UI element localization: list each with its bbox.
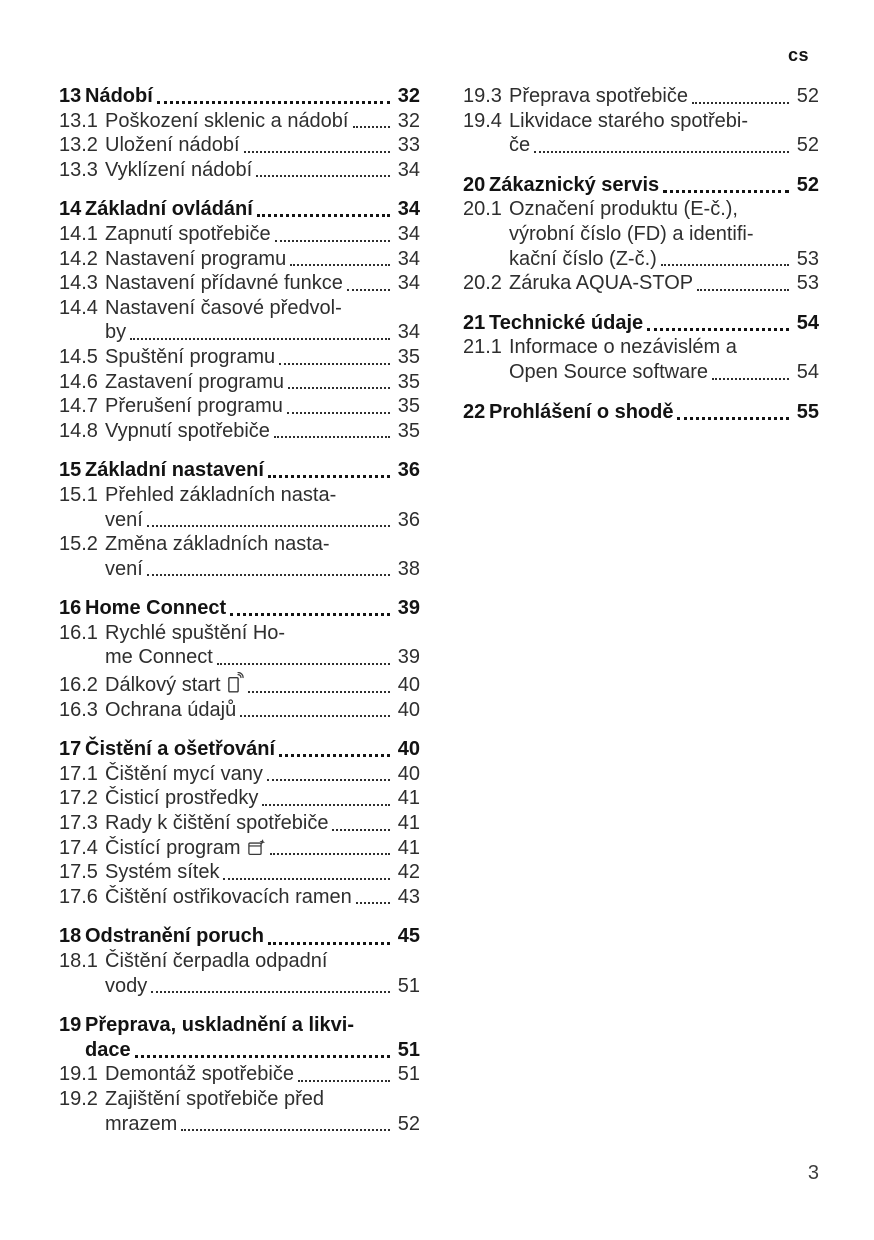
- entry-number: 17.4: [59, 836, 98, 859]
- page-ref: 34: [397, 247, 420, 270]
- toc-entry-row: [59, 949, 420, 974]
- dot-leader: [274, 436, 390, 438]
- toc-section: [59, 1013, 420, 1136]
- toc-entry-row: [59, 345, 420, 370]
- dot-leader: [275, 240, 390, 242]
- page-ref: 51: [397, 974, 420, 997]
- page-ref: 52: [796, 134, 819, 157]
- page-ref: 45: [397, 925, 420, 948]
- section-title: dace: [85, 1038, 131, 1061]
- page-ref: 32: [397, 109, 420, 132]
- page-ref: 41: [397, 836, 420, 859]
- page-ref: 51: [397, 1038, 420, 1061]
- dot-leader: [147, 574, 390, 576]
- entry-number: 17.3: [59, 812, 98, 835]
- page-ref: 39: [397, 597, 420, 620]
- dot-leader: [267, 779, 390, 781]
- entry-number: 14.4: [59, 296, 98, 319]
- page-ref: 34: [397, 158, 420, 181]
- dot-leader: [181, 1129, 390, 1131]
- entry-number: 13.3: [59, 158, 98, 181]
- page-ref: 43: [397, 885, 420, 908]
- entry-number: 17.5: [59, 861, 98, 884]
- dot-leader: [279, 363, 390, 365]
- page-ref: 41: [397, 787, 420, 810]
- dot-leader: [130, 338, 390, 340]
- page-ref: 42: [397, 861, 420, 884]
- entry-title: Ochrana údajů: [105, 698, 237, 721]
- toc-entry-row: [59, 885, 420, 910]
- dot-leader: [353, 126, 391, 128]
- toc-entry-row: [59, 811, 420, 836]
- section-title: Prohlášení o shodě: [489, 400, 674, 423]
- entry-title: Zastavení programu: [105, 370, 284, 393]
- entry-number: 14.6: [59, 370, 98, 393]
- page-ref: 54: [796, 311, 819, 334]
- section-number: 17: [59, 738, 82, 761]
- dot-leader: [244, 151, 390, 153]
- entry-title: Rychlé spuštění Ho-: [105, 621, 286, 644]
- entry-title: Informace o nezávislém a: [509, 336, 737, 359]
- entry-title: Nastavení programu: [105, 247, 287, 270]
- section-title: Přeprava, uskladnění a likvi-: [85, 1014, 355, 1037]
- dot-leader: [298, 1080, 390, 1082]
- entry-title: výrobní číslo (FD) a identifi-: [509, 222, 754, 245]
- toc-section-title-row: [463, 400, 819, 425]
- toc-entry-row: [59, 974, 420, 999]
- page-ref: 35: [397, 370, 420, 393]
- page-ref: 39: [397, 646, 420, 669]
- entry-title: vení: [105, 508, 143, 531]
- dot-leader: [257, 214, 390, 217]
- toc-entry-row: [463, 222, 819, 247]
- dot-leader: [270, 853, 390, 855]
- page-ref: 40: [397, 738, 420, 761]
- entry-title: mrazem: [105, 1112, 178, 1135]
- toc-entry-row: [59, 836, 420, 861]
- toc-entry-row: [59, 1112, 420, 1137]
- entry-number: 17.2: [59, 787, 98, 810]
- dot-leader: [697, 289, 789, 291]
- entry-number: 16.2: [59, 674, 98, 697]
- dot-leader: [262, 804, 390, 806]
- section-number: 14: [59, 198, 82, 221]
- toc-entry-row: [59, 296, 420, 321]
- page-ref: 34: [397, 198, 420, 221]
- entry-title: Změna základních nasta-: [105, 533, 330, 556]
- entry-number: 21.1: [463, 336, 502, 359]
- page-ref: 52: [397, 1112, 420, 1135]
- toc-column-right: [463, 84, 819, 424]
- page-ref: 40: [397, 674, 420, 697]
- page-ref: 53: [796, 272, 819, 295]
- entry-title: Čisticí prostředky: [105, 787, 259, 810]
- section-number: 21: [463, 311, 486, 334]
- toc-entry-row: [59, 762, 420, 787]
- toc-entry-row: [463, 247, 819, 272]
- toc-section-title-row: [59, 737, 420, 762]
- page-ref: 36: [397, 459, 420, 482]
- toc-entry-row: [59, 860, 420, 885]
- toc-entry-row: [59, 158, 420, 183]
- toc-section: [463, 84, 819, 158]
- section-title: Základní nastavení: [85, 459, 264, 482]
- entry-number: 15.2: [59, 533, 98, 556]
- clean-program-icon: [248, 839, 266, 856]
- entry-title: Přerušení programu: [105, 395, 283, 418]
- toc-entry-row: [59, 532, 420, 557]
- page-ref: 33: [397, 134, 420, 157]
- toc-entry-row: [463, 271, 819, 296]
- toc-entry-row: [59, 508, 420, 533]
- dot-leader: [147, 525, 390, 527]
- toc-entry-row: [463, 360, 819, 385]
- page-ref: 55: [796, 400, 819, 423]
- toc-section: [59, 197, 420, 443]
- page-ref: 35: [397, 345, 420, 368]
- entry-title: vení: [105, 557, 143, 580]
- entry-title: Zajištění spotřebiče před: [105, 1087, 325, 1110]
- entry-title: by: [105, 321, 127, 344]
- page-ref: 34: [397, 321, 420, 344]
- entry-number: 15.1: [59, 483, 98, 506]
- page-ref: 52: [796, 173, 819, 196]
- entry-title: Nastavení přídavné funkce: [105, 272, 343, 295]
- entry-title: če: [509, 134, 531, 157]
- entry-title: Systém sítek: [105, 861, 220, 884]
- entry-title: Zapnutí spotřebiče: [105, 222, 271, 245]
- toc-section: [59, 924, 420, 998]
- toc-section-title-row: [59, 1013, 420, 1038]
- toc-section: [59, 737, 420, 909]
- toc-entry-row: [59, 222, 420, 247]
- section-title: Základní ovládání: [85, 198, 253, 221]
- toc-section-title-row: [59, 458, 420, 483]
- toc-entry-row: [59, 394, 420, 419]
- toc-entry-row: [59, 670, 420, 698]
- toc-entry-row: [463, 109, 819, 134]
- toc-entry-row: [59, 483, 420, 508]
- entry-title: Open Source software: [509, 360, 708, 383]
- entry-number: 20.2: [463, 272, 502, 295]
- dot-leader: [268, 475, 390, 478]
- dot-leader: [151, 991, 390, 993]
- toc-section-title-row: [463, 311, 819, 336]
- section-title: Odstranění poruch: [85, 925, 264, 948]
- section-title: Technické údaje: [489, 311, 644, 334]
- dot-leader: [135, 1055, 390, 1058]
- dot-leader: [347, 289, 390, 291]
- entry-title: Spuštění programu: [105, 345, 276, 368]
- toc-entry-row: [463, 84, 819, 109]
- entry-title: Čištění ostřikovacích ramen: [105, 885, 352, 908]
- entry-title: Čistící program: [105, 836, 241, 859]
- section-number: 20: [463, 173, 486, 196]
- entry-number: 14.8: [59, 419, 98, 442]
- toc-section-title-row: [59, 924, 420, 949]
- toc-entry-row: [463, 133, 819, 158]
- page-ref: 40: [397, 698, 420, 721]
- toc-section-title-row: [59, 1038, 420, 1063]
- toc-section: [463, 311, 819, 385]
- toc-section-title-row: [59, 197, 420, 222]
- entry-number: 19.2: [59, 1087, 98, 1110]
- toc-entry-row: [59, 786, 420, 811]
- entry-number: 18.1: [59, 950, 98, 972]
- toc-column-left: [59, 84, 420, 1136]
- section-number: 16: [59, 597, 82, 620]
- dot-leader: [230, 613, 390, 616]
- section-number: 15: [59, 459, 82, 482]
- dot-leader: [290, 264, 390, 266]
- entry-title: Čištění čerpadla odpadní: [105, 950, 328, 972]
- entry-title: Přehled základních nasta-: [105, 483, 337, 506]
- dot-leader: [534, 151, 789, 153]
- toc-section: [463, 173, 819, 296]
- dot-leader: [692, 102, 789, 104]
- language-code: cs: [787, 45, 809, 65]
- toc-entry-row: [59, 557, 420, 582]
- page-number: 3: [807, 1162, 819, 1184]
- dot-leader: [279, 754, 390, 757]
- entry-title: Rady k čištění spotřebiče: [105, 812, 329, 835]
- dot-leader: [647, 328, 789, 331]
- toc-entry-row: [59, 645, 420, 670]
- entry-title: Vypnutí spotřebiče: [105, 419, 270, 442]
- entry-title: vody: [105, 974, 148, 997]
- section-title: Zákaznický servis: [489, 173, 660, 196]
- entry-title: Uložení nádobí: [105, 134, 240, 157]
- section-number: 19: [59, 1014, 82, 1037]
- toc-section-title-row: [463, 173, 819, 198]
- page-ref: 53: [796, 247, 819, 270]
- section-number: 13: [59, 85, 82, 107]
- entry-title: Demontáž spotřebiče: [105, 1063, 294, 1086]
- page-ref: 38: [397, 557, 420, 580]
- entry-number: 20.1: [463, 198, 502, 221]
- toc-entry-row: [59, 133, 420, 158]
- entry-number: 14.2: [59, 247, 98, 270]
- page-ref: 51: [397, 1063, 420, 1086]
- entry-title: Dálkový start: [105, 674, 221, 697]
- toc-entry-row: [59, 1087, 420, 1112]
- entry-number: 17.6: [59, 885, 98, 908]
- entry-title: Likvidace starého spotřebi-: [509, 109, 749, 132]
- section-title: Home Connect: [85, 597, 227, 620]
- toc-entry-row: [463, 335, 819, 360]
- remote-start-icon: [228, 672, 244, 693]
- entry-title: Označení produktu (E-č.),: [509, 198, 738, 221]
- page-ref: 40: [397, 762, 420, 785]
- page-ref: 35: [397, 419, 420, 442]
- entry-number: 19.4: [463, 109, 502, 132]
- entry-number: 14.3: [59, 272, 98, 295]
- entry-number: 14.5: [59, 345, 98, 368]
- page-ref: 34: [397, 272, 420, 295]
- page-ref: 52: [796, 85, 819, 107]
- toc-section: [59, 596, 420, 722]
- entry-number: 19.3: [463, 85, 502, 107]
- page-ref: 41: [397, 812, 420, 835]
- page-ref: 32: [397, 85, 420, 107]
- toc-section: [463, 400, 819, 425]
- toc-section: [59, 458, 420, 581]
- entry-title: Vyklízení nádobí: [105, 158, 253, 181]
- toc-entry-row: [59, 621, 420, 646]
- page-ref: 54: [796, 360, 819, 383]
- section-number: 18: [59, 925, 82, 948]
- dot-leader: [663, 190, 789, 193]
- entry-number: 14.1: [59, 222, 98, 245]
- toc-entry-row: [59, 247, 420, 272]
- section-title: Nádobí: [85, 85, 153, 107]
- toc-entry-row: [59, 320, 420, 345]
- entry-title: Nastavení časové předvol-: [105, 296, 342, 319]
- entry-title: kační číslo (Z-č.): [509, 247, 657, 270]
- dot-leader: [248, 691, 390, 693]
- toc-section: [59, 84, 420, 182]
- dot-leader: [256, 175, 390, 177]
- toc-section-title-row: [59, 84, 420, 109]
- page-ref: 34: [397, 222, 420, 245]
- toc-section-title-row: [59, 596, 420, 621]
- dot-leader: [677, 417, 789, 420]
- toc-entry-row: [59, 419, 420, 444]
- dot-leader: [287, 412, 390, 414]
- page-ref: 36: [397, 508, 420, 531]
- dot-leader: [661, 264, 789, 266]
- dot-leader: [223, 878, 390, 880]
- entry-title: Poškození sklenic a nádobí: [105, 109, 349, 132]
- page-ref: 35: [397, 395, 420, 418]
- dot-leader: [332, 829, 390, 831]
- toc-entry-row: [59, 698, 420, 723]
- toc-entry-row: [59, 370, 420, 395]
- toc-entry-row: [59, 1062, 420, 1087]
- entry-title: Čištění mycí vany: [105, 762, 263, 785]
- section-title: Čistění a ošetřování: [85, 738, 276, 761]
- entry-number: 13.2: [59, 134, 98, 157]
- toc-entry-row: [463, 197, 819, 222]
- dot-leader: [288, 387, 390, 389]
- entry-number: 19.1: [59, 1063, 98, 1086]
- entry-title: Přeprava spotřebiče: [509, 85, 688, 107]
- entry-number: 13.1: [59, 109, 98, 132]
- entry-number: 16.1: [59, 621, 98, 644]
- entry-title: Záruka AQUA-STOP: [509, 272, 694, 295]
- toc-entry-row: [59, 271, 420, 296]
- entry-title: me Connect: [105, 646, 213, 669]
- dot-leader: [240, 715, 390, 717]
- dot-leader: [712, 378, 789, 380]
- entry-number: 16.3: [59, 698, 98, 721]
- dot-leader: [356, 902, 390, 904]
- section-number: 22: [463, 400, 486, 423]
- toc-entry-row: [59, 109, 420, 134]
- dot-leader: [217, 663, 390, 665]
- dot-leader: [268, 942, 390, 945]
- entry-number: 17.1: [59, 762, 98, 785]
- entry-number: 14.7: [59, 395, 98, 418]
- dot-leader: [157, 101, 390, 104]
